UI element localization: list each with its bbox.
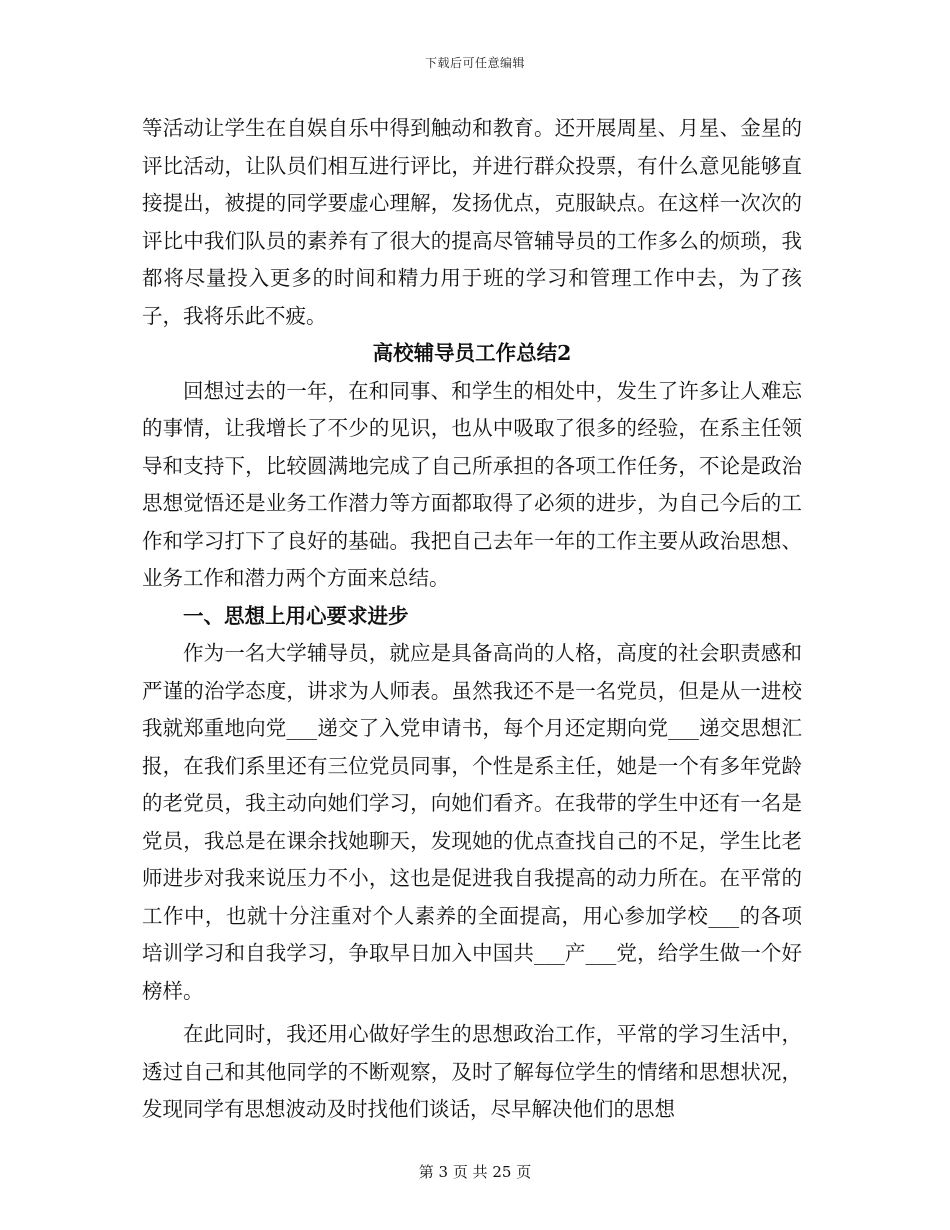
section-heading: 一、思想上用心要求进步 (183, 603, 409, 628)
document-body (142, 110, 802, 1129)
paragraph-2: 回想过去的一年，在和同事、和学生的相处中，发生了许多让人难忘的事情，让我增长了不少的见识，也从中吸取了很多的经验，在系主任领导和支持下，比较圆满地完成了自己所承担的各项工作任务，不论是政治思想觉悟还是业务工作潜力等方面都取得了必须的进步，为自己今后的工作和学习打下了良好的基础。我把自己去年一年的工作主要从政治思想、业务工作和潜力两个方面来总结。 (142, 378, 802, 590)
paragraph-1: 等活动让学生在自娱自乐中得到触动和教育。还开展周星、月星、金星的评比活动，让队员们相互进行评比，并进行群众投票，有什么意见能够直接提出，被提的同学要虚心理解，发扬优点，克服缺点。在这样一次次的评比中我们队员的素养有了很大的提高尽管辅导员的工作多么的烦琐，我都将尽量投入更多的时间和精力用于班的学习和管理工作中去，为了孩子，我将乐此不疲。 (142, 116, 802, 328)
page-footer: 第 3 页 共 25 页 (418, 1163, 532, 1181)
paragraph-3: 作为一名大学辅导员，就应是具备高尚的人格，高度的社会职责感和严谨的治学态度，讲求为人师表。虽然我还不是一名党员，但是从一进校我就郑重地向党___递交了入党申请书，每个月还定期向党___递交思想汇报，在我们系里还有三位党员同事，个性是系主任，她是一个有多年党龄的老党员，我主动向她们学习，向她们看齐。在我带的学生中还有一名是党员，我总是在课余找她聊天，发现她的优点查找自己的不足，学生比老师进步对我来说压力不小，这也是促进我自我提高的动力所在。在平常的工作中，也就十分注重对个人素养的全面提高，用心参加学校___的各项培训学习和自我学习，争取早日加入中国共___产___党，给学生做一个好榜样。 (142, 641, 802, 1003)
section-title: 高校辅导员工作总结2 (372, 341, 572, 365)
header-note: 下载后可任意编辑 (424, 56, 525, 70)
paragraph-4: 在此同时，我还用心做好学生的思想政治工作，平常的学习生活中，透过自己和其他同学的不断观察，及时了解每位学生的情绪和思想状况，发现同学有思想波动及时找他们谈话，尽早解决他们的思想 (142, 1022, 802, 1121)
